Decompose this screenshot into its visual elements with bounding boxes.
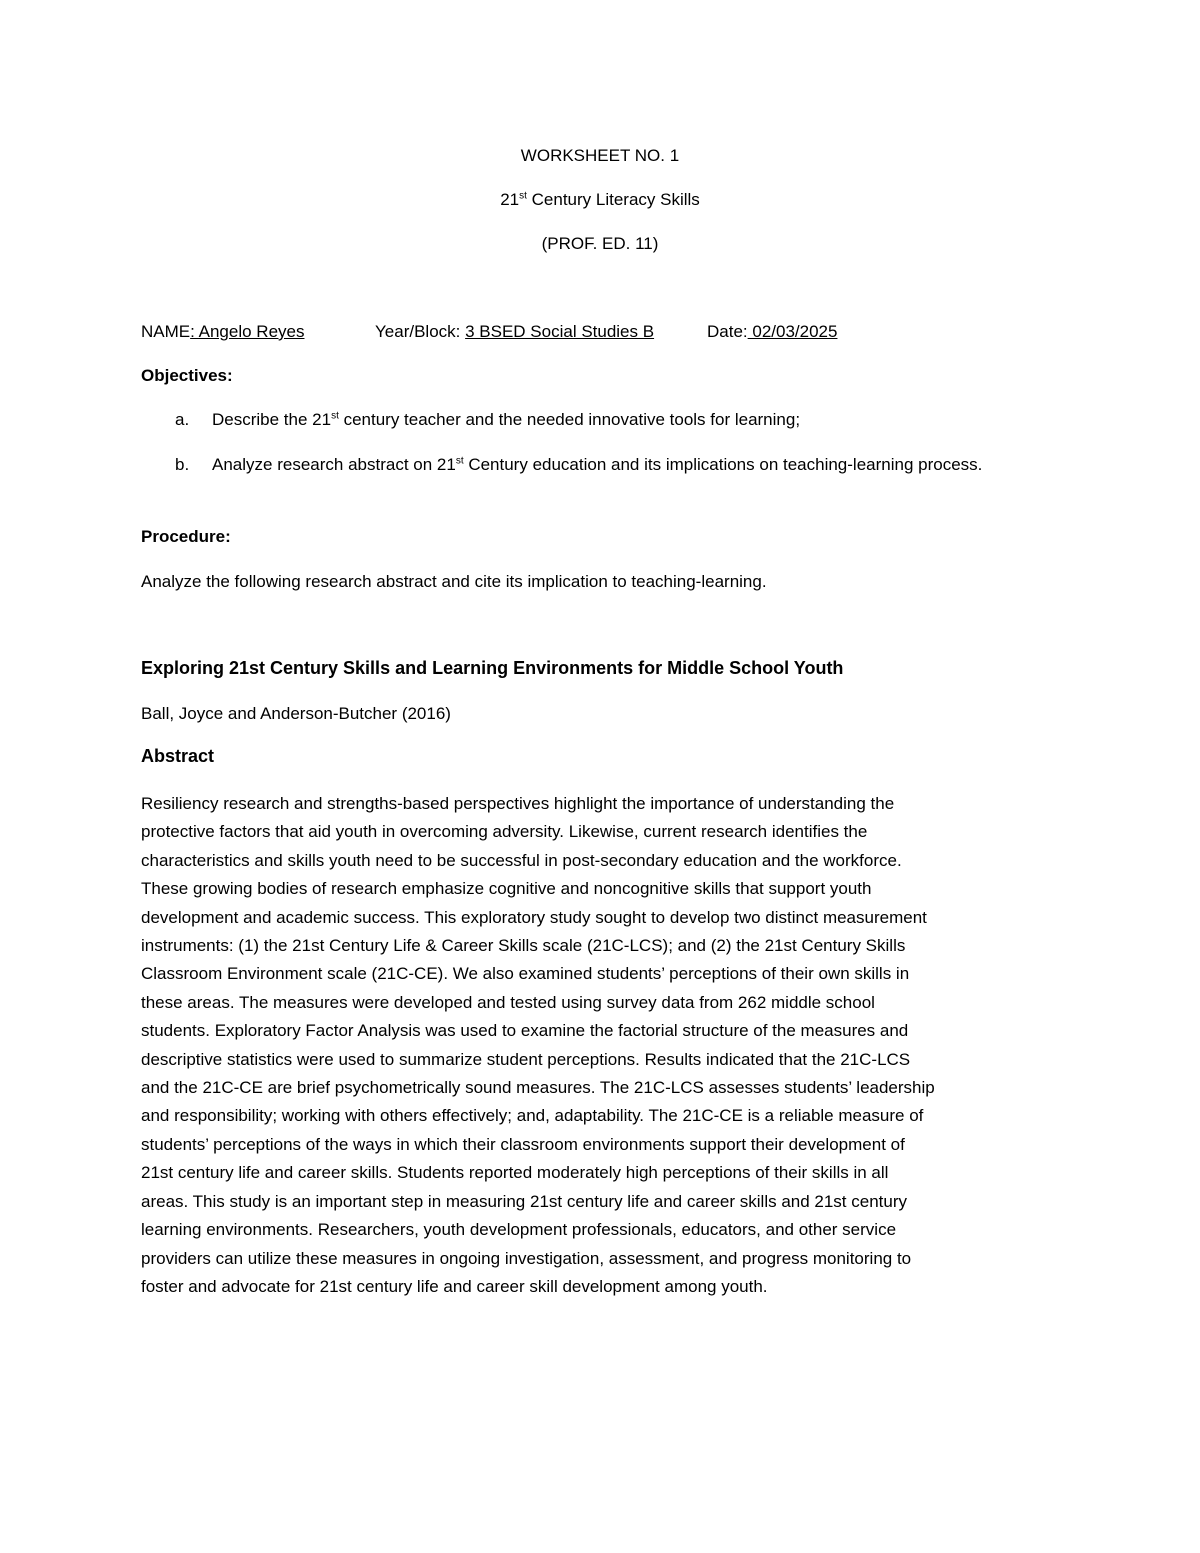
year-block-value: 3 BSED Social Studies B (465, 322, 655, 341)
worksheet-number: WORKSHEET NO. 1 (520, 146, 680, 165)
abstract-line: providers can utilize these measures in ongoing investigation, assessment, and progress monitoring to (141, 1248, 912, 1268)
abstract-line: and responsibility; working with others effectively; and, adaptability. The 21C-CE is a reliable measure of (141, 1106, 924, 1126)
name-label: NAME (141, 322, 191, 341)
objective-text-pre: Describe the 21 (212, 410, 332, 429)
abstract-line: protective factors that aid youth in overcoming adversity. Likewise, current research identifies the (141, 822, 868, 842)
abstract-line: descriptive statistics were used to summarize student perceptions. Results indicated that the 21C-LCS (141, 1049, 911, 1069)
year-block-label: Year/Block: (375, 322, 466, 341)
abstract-line: Classroom Environment scale (21C-CE). We also examined students’ perceptions of their own skills in (141, 964, 910, 984)
article-authors: Ball, Joyce and Anderson-Butcher (2016) (141, 704, 451, 723)
subject-code: (PROF. ED. 11) (541, 234, 659, 253)
article-title: Exploring 21st Century Skills and Learning Environments for Middle School Youth (141, 658, 844, 678)
objective-text-superscript: st (455, 455, 464, 467)
abstract-line: These growing bodies of research emphasize cognitive and noncognitive skills that support youth (141, 879, 872, 899)
course-title (0, 190, 1200, 210)
objective-text (212, 451, 1042, 479)
date-value: 02/03/2025 (747, 322, 838, 341)
procedure-heading: Procedure: (141, 527, 231, 546)
abstract-line: 21st century life and career skills. Students reported moderately high perceptions of their skills in all (141, 1163, 889, 1183)
procedure-text: Analyze the following research abstract and cite its implication to teaching-learning. (141, 572, 767, 591)
abstract-line: and the 21C-CE are brief psychometrically sound measures. The 21C-LCS assesses students’ leadership (141, 1078, 935, 1098)
objective-marker: a. (175, 410, 190, 429)
date-label: Date: (707, 322, 748, 341)
abstract-line: students. Exploratory Factor Analysis was used to examine the factorial structure of the measures and (141, 1021, 909, 1041)
objective-text-superscript: st (331, 410, 339, 422)
abstract-line: these areas. The measures were developed and tested using survey data from 262 middle school (141, 992, 875, 1012)
year-block-field (375, 322, 654, 342)
course-title-prefix: 21 (500, 190, 520, 209)
abstract-line: Resiliency research and strengths-based perspectives highlight the importance of understanding the (141, 794, 895, 813)
objective-text-pre: Analyze research abstract on 21 (212, 455, 456, 474)
name-value: : Angelo Reyes (190, 322, 305, 341)
abstract-heading: Abstract (141, 746, 215, 766)
abstract-line: development and academic success. This exploratory study sought to develop two distinct measurement (141, 907, 927, 927)
abstract-body (141, 790, 1061, 1301)
abstract-line: students’ perceptions of the ways in which their classroom environments support their development of (141, 1134, 905, 1154)
name-field (141, 322, 304, 342)
objective-text-post: century teacher and the needed innovative tools for learning; (338, 410, 801, 429)
abstract-line: areas. This study is an important step in measuring 21st century life and career skills and 21st century (141, 1191, 908, 1211)
course-title-superscript: st (519, 190, 527, 202)
date-field (707, 322, 837, 342)
objective-marker: b. (175, 455, 190, 474)
abstract-line: learning environments. Researchers, youth development professionals, educators, and other service (141, 1220, 897, 1240)
abstract-line: characteristics and skills youth need to be successful in post-secondary education and the workforce. (141, 850, 902, 870)
objective-text-post: Century education and its implications on teaching-learning process. (463, 455, 983, 474)
objective-text (212, 406, 1042, 434)
objectives-heading: Objectives: (141, 366, 233, 385)
abstract-line: instruments: (1) the 21st Century Life & Career Skills scale (21C-LCS); and (2) the 21st Century Skills (141, 936, 906, 956)
abstract-line: foster and advocate for 21st century life and career skill development among youth. (141, 1276, 768, 1296)
course-title-suffix: Century Literacy Skills (526, 190, 700, 209)
